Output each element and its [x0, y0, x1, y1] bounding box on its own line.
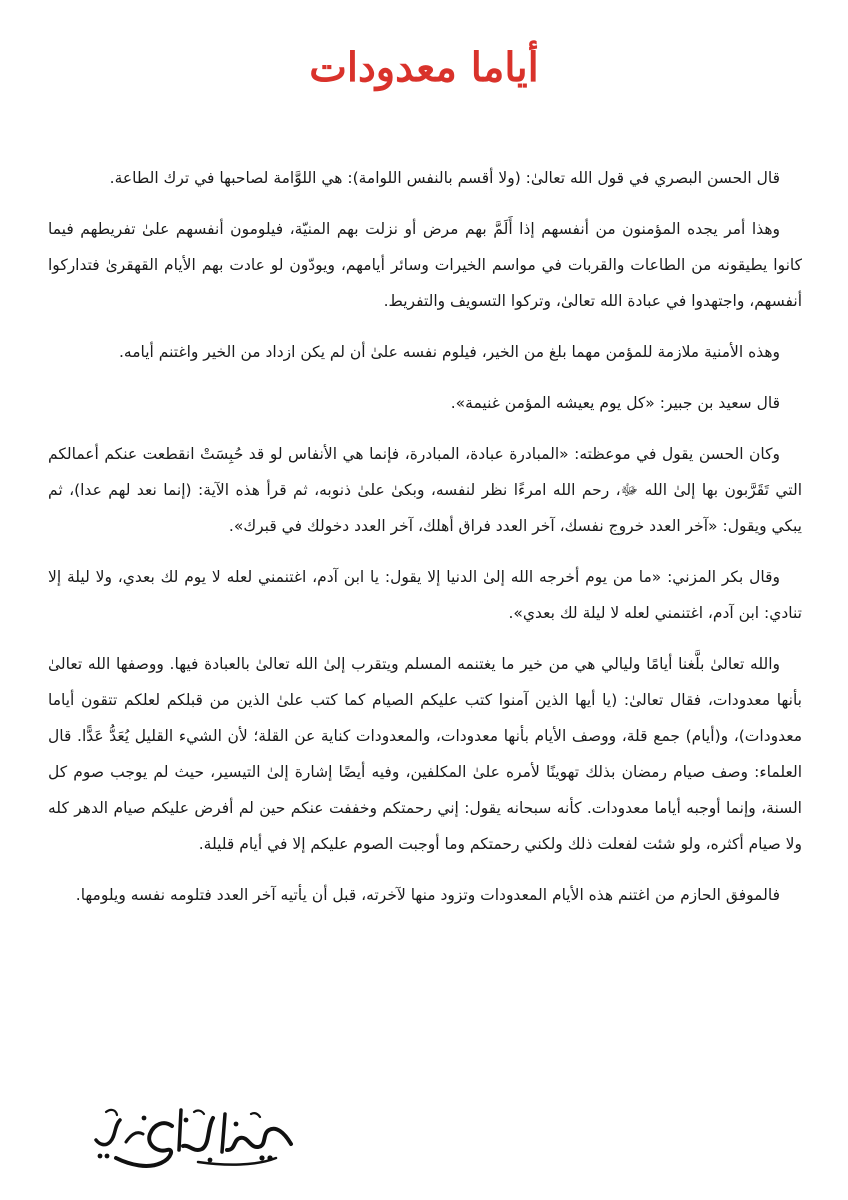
author-signature — [86, 1092, 306, 1176]
paragraph-3: وهذه الأمنية ملازمة للمؤمن مهما بلغ من الخير، فيلوم نفسه علىٰ أن لم يكن ازداد من الخير واغتنم أيامه. — [118, 343, 780, 361]
paragraph-2: وهذا أمر يجده المؤمنون من أنفسهم إذا أَلَمَّ بهم مرض أو نزلت بهم المنيّة، فيلومون أنفسهم علىٰ تفريطهم فيما كانوا يطيقونه من الطاعات والقربات في مواسم الخيرات وسائر أيامهم، ويودّون لو عادت بهم الأيام القهقرىٰ فتداركوا أنفسهم، واجتهدوا في عبادة الله تعالىٰ، وتركوا التسويف والتفريط. — [48, 220, 802, 310]
paragraph-5: وكان الحسن يقول في موعظته: «المبادرة عبادة، المبادرة، فإنما هي الأنفاس لو قد حُبِسَتْ انقطعت عنكم أعمالكم التي تَقَرَّبون بها إلىٰ الله ﷻ، رحم الله امرءًا نظر لنفسه، وبكىٰ علىٰ ذنوبه، ثم قرأ هذه الآية: (إنما نعد لهم عدا)، ثم يبكي ويقول: «آخر العدد خروج نفسك، آخر العدد فراق أهلك، آخر العدد دخولك في قبرك». — [48, 445, 802, 535]
paragraph-4: قال سعيد بن جبير: «كل يوم يعيشه المؤمن غنيمة». — [450, 394, 780, 412]
signature-calligraphy — [86, 1092, 306, 1176]
article-body — [48, 160, 802, 913]
paragraph-1: قال الحسن البصري في قول الله تعالىٰ: (ولا أقسم بالنفس اللوامة): هي اللوَّامة لصاحبها في ترك الطاعة. — [109, 169, 780, 187]
paragraph-6: وقال بكر المزني: «ما من يوم أخرجه الله إلىٰ الدنيا إلا يقول: يا ابن آدم، اغتنمني لعله لا يوم لك بعدي، ولا ليلة إلا تنادي: ابن آدم، اغتنمني لعله لا ليلة لك بعدي». — [48, 568, 802, 622]
paragraph-8: فالموفق الحازم من اغتنم هذه الأيام المعدودات وتزود منها لآخرته، قبل أن يأتيه آخر العدد فتلومه نفسه ويلومها. — [75, 886, 780, 904]
page-title: أياما معدودات — [309, 44, 539, 91]
paragraph-7: والله تعالىٰ بلَّغنا أيامًا وليالي هي من خير ما يغتنمه المسلم ويتقرب إلىٰ الله تعالىٰ بالعبادة فيها. ووصفها الله تعالىٰ بأنها معدودات، فقال تعالىٰ: (يا أيها الذين آمنوا كتب عليكم الصيام كما كتب علىٰ الذين من قبلكم لعلكم تتقون أياما معدودات)، و(أيام) جمع قلة، ووصف الأيام بأنها معدودات، والمعدودات كناية عن القلة؛ لأن الشيء القليل يُعَدُّ عَدًّا. قال العلماء: وصف صيام رمضان بذلك تهوينًا لأمره علىٰ المكلفين، وفيه أيضًا إشارة إلىٰ التيسير، حيث لم يوجب صوم كل السنة، وإنما أوجبه أياما معدودات. كأنه سبحانه يقول: إني رحمتكم وخففت عنكم حين لم أفرض عليكم صيام الدهر كله ولا صيام أكثره، ولو شئت لفعلت ذلك ولكني رحمتكم وما أوجبت الصوم عليكم إلا في أيام قليلة. — [48, 655, 802, 853]
